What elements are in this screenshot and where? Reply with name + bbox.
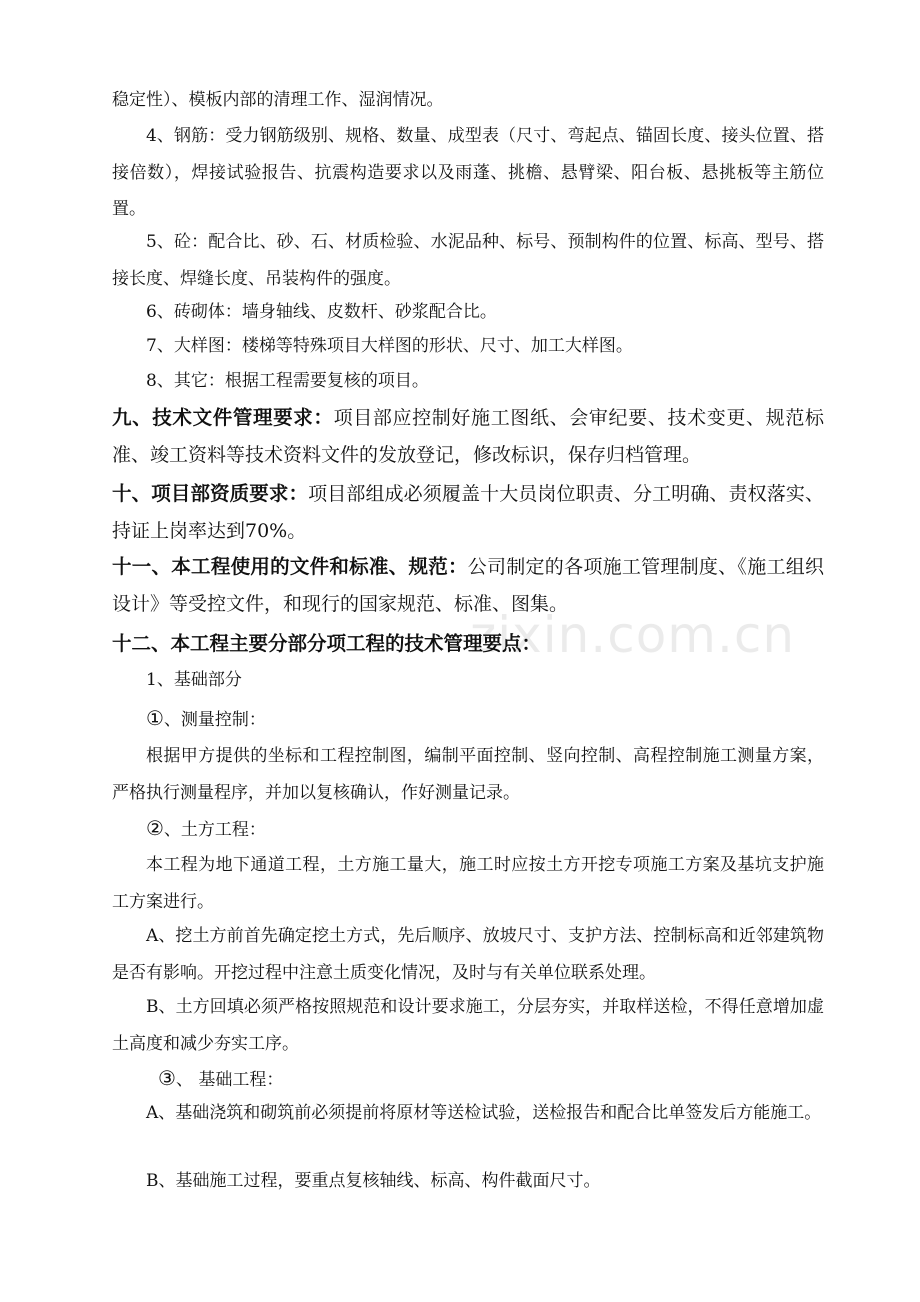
item-earthwork-title: 、土方工程： <box>163 820 266 840</box>
section-10-body: 项目部组成必须履盖十大员岗位职责、分工明确、责权落实、持证上岗率达到70%。 <box>112 483 824 542</box>
section-9 <box>112 400 824 473</box>
paragraph-survey: 根据甲方提供的坐标和工程控制图，编制平面控制、竖向控制、高程控制施工测量方案，严格执行测量程序，并加以复核确认，作好测量记录。 <box>112 746 824 803</box>
paragraph-masonry: 6、砖砌体：墙身轴线、皮数杆、砂浆配合比。 <box>146 302 497 322</box>
paragraph-foundation-b: B、基础施工过程，要重点复核轴线、标高、构件截面尺寸。 <box>146 1171 601 1191</box>
circled-number-1: ① <box>146 706 164 730</box>
section-11-heading: 十一、本工程使用的文件和标准、规范： <box>112 555 468 578</box>
section-10 <box>112 476 824 549</box>
circled-number-3: ③ <box>158 1066 176 1090</box>
subsection-foundation: 1、基础部分 <box>146 670 242 690</box>
paragraph-detail-drawing: 7、大样图：楼梯等特殊项目大样图的形状、尺寸、加工大样图。 <box>146 336 633 356</box>
item-survey-control <box>112 700 824 739</box>
paragraph-other: 8、其它：根据工程需要复核的项目。 <box>146 371 429 391</box>
item-foundation-works <box>112 1060 824 1099</box>
paragraph-earthwork-a: A、挖土方前首先确定挖土方式，先后顺序、放坡尺寸、支护方法、控制标高和近邻建筑物是否有影响。开挖过程中注意土质变化情况，及时与有关单位联系处理。 <box>112 926 824 983</box>
item-foundation-works-title: 、 基础工程： <box>175 1070 284 1090</box>
section-9-heading: 九、技术文件管理要求： <box>112 406 334 429</box>
paragraph-earthwork: 本工程为地下通道工程，土方施工量大，施工时应按土方开挖专项施工方案及基坑支护施工方案进行。 <box>112 855 824 912</box>
paragraph-earthwork-b: B、土方回填必须严格按照规范和设计要求施工，分层夯实，并取样送检，不得任意增加虚土高度和减少夯实工序。 <box>112 997 824 1054</box>
paragraph-concrete: 5、砼：配合比、砂、石、材质检验、水泥品种、标号、预制构件的位置、标高、型号、搭接长度、焊缝长度、吊装构件的强度。 <box>112 232 824 289</box>
section-12-heading: 十二、本工程主要分部分项工程的技术管理要点： <box>112 632 542 655</box>
item-earthwork <box>112 810 824 849</box>
section-10-heading: 十、项目部资质要求： <box>112 482 309 505</box>
paragraph-foundation-a: A、基础浇筑和砌筑前必须提前将原材等送检试验，送检报告和配合比单签发后方能施工。 <box>146 1103 822 1123</box>
watermark: zixin.com.cn <box>470 606 796 664</box>
circled-number-2: ② <box>146 816 164 840</box>
paragraph-rebar: 4、钢筋：受力钢筋级别、规格、数量、成型表（尺寸、弯起点、锚固长度、接头位置、搭接倍数），焊接试验报告、抗震构造要求以及雨蓬、挑檐、悬臂梁、阳台板、悬挑板等主筋位置。 <box>112 126 824 219</box>
paragraph-formwork-end: 稳定性）、模板内部的清理工作、湿润情况。 <box>112 90 444 110</box>
section-11-body: 公司制定的各项施工管理制度、《施工组织设计》等受控文件，和现行的国家规范、标准、图集。 <box>112 556 824 615</box>
item-survey-title: 、测量控制： <box>163 710 266 730</box>
section-9-body: 项目部应控制好施工图纸、会审纪要、技术变更、规范标准、竣工资料等技术资料文件的发放登记，修改标识，保存归档管理。 <box>112 407 824 466</box>
